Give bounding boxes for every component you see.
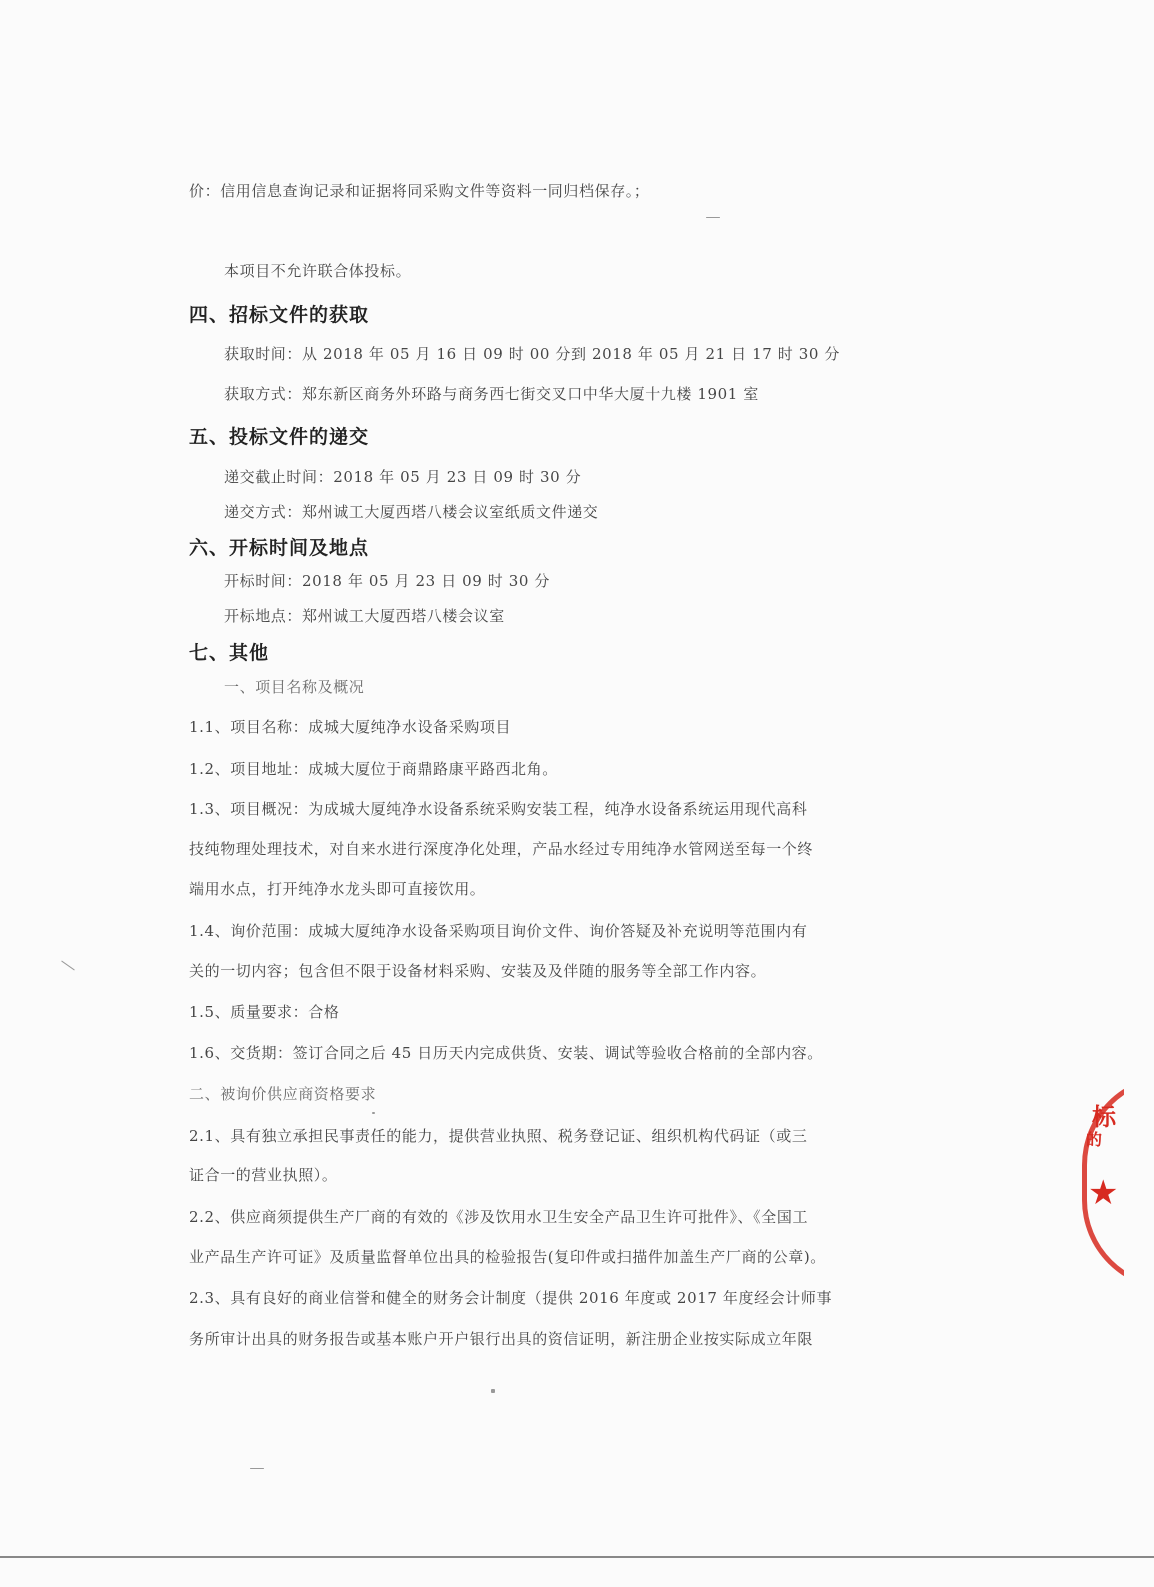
text-line: 2.3、具有良好的商业信誉和健全的财务会计制度（提供 2016 年度或 2017 年度经会计师事 — [189, 1289, 833, 1307]
section-heading: 六、开标时间及地点 — [189, 537, 370, 559]
text-line: 1.2、项目地址：成城大厦位于商鼎路康平路西北角。 — [189, 760, 558, 778]
scan-speck — [61, 961, 75, 971]
text-line: 开标地点：郑州诚工大厦西塔八楼会议室 — [224, 607, 505, 625]
scan-speck — [491, 1389, 495, 1393]
text-line: 端用水点，打开纯净水龙头即可直接饮用。 — [189, 880, 486, 898]
text-line: 递交截止时间：2018 年 05 月 23 日 09 时 30 分 — [224, 468, 582, 486]
company-seal — [1082, 1075, 1124, 1290]
text-line: 递交方式：郑州诚工大厦西塔八楼会议室纸质文件递交 — [224, 503, 599, 521]
seal-char: 标 — [1092, 1103, 1116, 1131]
text-line: 二、被询价供应商资格要求 — [189, 1085, 377, 1103]
text-line: 2.1、具有独立承担民事责任的能力，提供营业执照、税务登记证、组织机构代码证（或三 — [189, 1127, 808, 1145]
text-line: 务所审计出具的财务报告或基本账户开户银行出具的资信证明，新注册企业按实际成立年限 — [189, 1330, 814, 1348]
scan-speck — [372, 1112, 375, 1114]
text-line: 1.1、项目名称：成城大厦纯净水设备采购项目 — [189, 718, 512, 736]
text-line: 证合一的营业执照）。 — [189, 1166, 338, 1184]
scan-edge — [0, 1556, 1154, 1558]
seal-star-icon: ★ — [1088, 1173, 1119, 1213]
text-line: 2.2、供应商须提供生产厂商的有效的《涉及饮用水卫生安全产品卫生许可批件》、《全国工 — [189, 1208, 809, 1226]
text-line: 1.5、质量要求：合格 — [189, 1003, 340, 1021]
text-line: 关的一切内容；包含但不限于设备材料采购、安装及及伴随的服务等全部工作内容。 — [189, 962, 767, 980]
scan-speck — [250, 1468, 264, 1469]
text-line: 价：信用信息查询记录和证据将同采购文件等资料一同归档保存。； — [189, 182, 650, 200]
text-line: 本项目不允许联合体投标。 — [224, 262, 412, 280]
text-line: 获取时间：从 2018 年 05 月 16 日 09 时 00 分到 2018 年 05 月 21 日 17 时 30 分 — [224, 345, 841, 363]
text-line: 1.4、询价范围：成城大厦纯净水设备采购项目询价文件、询价答疑及补充说明等范围内有 — [189, 922, 808, 940]
text-line: 获取方式：郑东新区商务外环路与商务西七街交叉口中华大厦十九楼 1901 室 — [224, 385, 759, 403]
section-heading: 七、其他 — [189, 642, 270, 664]
text-line: 一、项目名称及概况 — [224, 678, 365, 696]
section-heading: 五、投标文件的递交 — [189, 426, 370, 448]
text-line: 1.6、交货期：签订合同之后 45 日历天内完成供货、安装、调试等验收合格前的全部内容。 — [189, 1044, 823, 1062]
text-line: 技纯物理处理技术，对自来水进行深度净化处理，产品水经过专用纯净水管网送至每一个终 — [189, 840, 814, 858]
section-heading: 四、招标文件的获取 — [189, 304, 370, 326]
scan-speck — [706, 217, 720, 218]
text-line: 业产品生产许可证》及质量监督单位出具的检验报告(复印件或扫描件加盖生产厂商的公章)。 — [189, 1248, 826, 1266]
text-line: 开标时间：2018 年 05 月 23 日 09 时 30 分 — [224, 572, 551, 590]
seal-char: 的 — [1086, 1130, 1103, 1149]
text-line: 1.3、项目概况：为成城大厦纯净水设备系统采购安装工程，纯净水设备系统运用现代高科 — [189, 800, 808, 818]
